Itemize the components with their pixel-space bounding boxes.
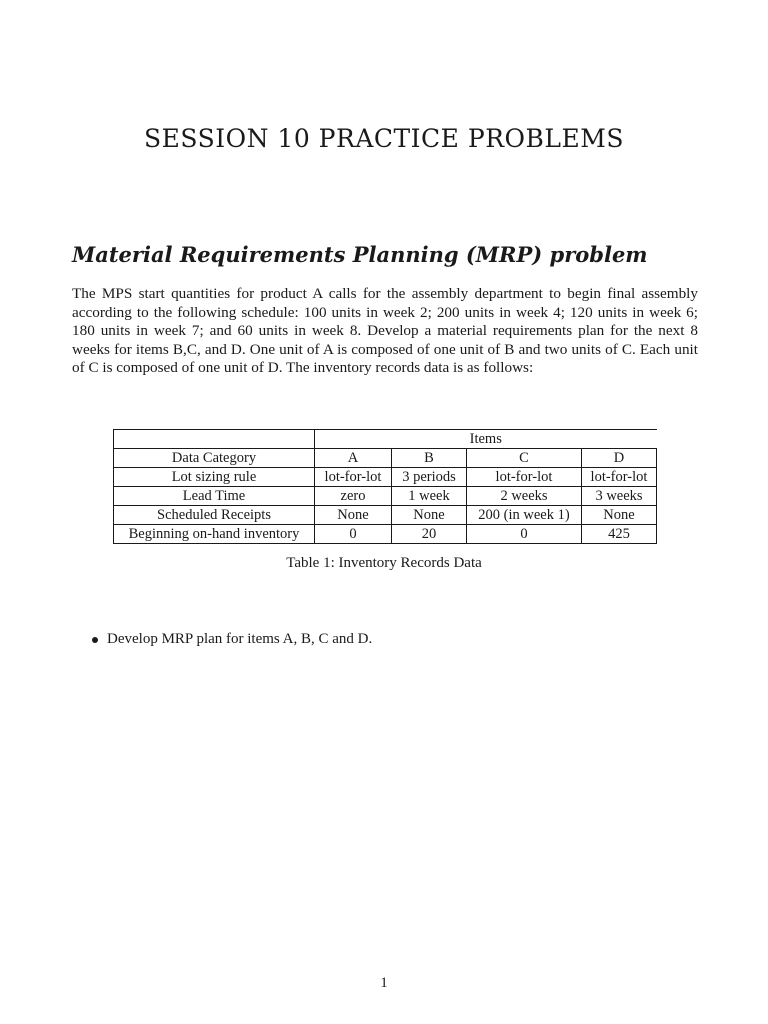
table-cell: lot-for-lot [582, 468, 657, 487]
table-row [114, 487, 657, 506]
page-number: 1 [380, 975, 388, 991]
table-cell: Lot sizing rule [114, 468, 315, 487]
problem-paragraph: The MPS start quantities for product A calls for the assembly department to begin final assembly according to the following schedule: 100 units in week 2; 200 units in week 4; 120 units in week 6; 180 units in week 7; and 60 units in week 8. Develop a material requirements plan for the next 8 weeks for items B,C, and D. One unit of A is composed of one unit of B and two units of C. Each unit of C is composed of one unit of D. The inventory records data is as follows: [72, 285, 698, 377]
table-cell: lot-for-lot [467, 468, 582, 487]
table-cell: None [315, 506, 392, 525]
bullet-icon [92, 637, 98, 643]
table-group-header-items: Items [315, 430, 657, 449]
table-cell: 1 week [392, 487, 467, 506]
table-group-header-row [114, 430, 657, 449]
table-header-row [114, 449, 657, 468]
table-header-cell: Data Category [114, 449, 315, 468]
table-cell: Scheduled Receipts [114, 506, 315, 525]
table-header-cell: C [467, 449, 582, 468]
table-row [114, 506, 657, 525]
table-cell: 425 [582, 525, 657, 544]
table-cell: None [582, 506, 657, 525]
table-cell: 3 periods [392, 468, 467, 487]
table-cell: Beginning on-hand inventory [114, 525, 315, 544]
table-cell: zero [315, 487, 392, 506]
table-cell: 0 [315, 525, 392, 544]
inventory-records-table-container [113, 429, 657, 544]
table-header-cell: A [315, 449, 392, 468]
table-cell: 200 (in week 1) [467, 506, 582, 525]
table-row [114, 525, 657, 544]
table-cell: Lead Time [114, 487, 315, 506]
list-item-text: Develop MRP plan for items A, B, C and D. [107, 631, 373, 647]
table-row [114, 468, 657, 487]
table-corner-cell [114, 430, 315, 449]
inventory-records-table [113, 429, 657, 544]
table-cell: None [392, 506, 467, 525]
table-caption: Table 1: Inventory Records Data [286, 555, 482, 571]
table-cell: 20 [392, 525, 467, 544]
section-heading: Material Requirements Planning (MRP) problem [72, 242, 648, 267]
list-item [92, 631, 372, 648]
task-list [92, 631, 372, 648]
document-title: SESSION 10 PRACTICE PROBLEMS [144, 124, 624, 153]
table-header-cell: D [582, 449, 657, 468]
table-cell: 2 weeks [467, 487, 582, 506]
table-cell: 3 weeks [582, 487, 657, 506]
table-header-cell: B [392, 449, 467, 468]
table-cell: lot-for-lot [315, 468, 392, 487]
table-cell: 0 [467, 525, 582, 544]
